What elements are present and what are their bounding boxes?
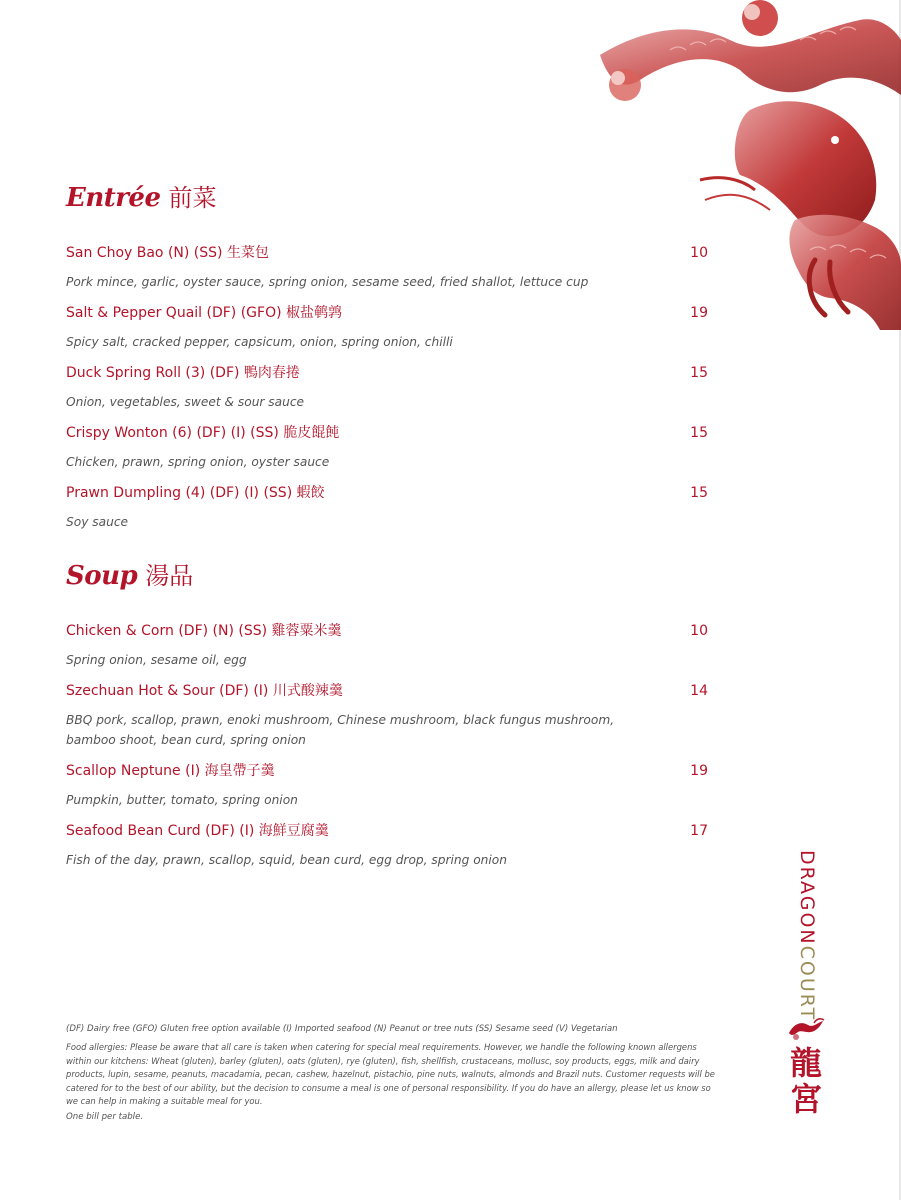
dish-description: Spring onion, sesame oil, egg xyxy=(66,653,247,667)
logo-char-dragon: 龍 xyxy=(789,1044,822,1082)
dish-description: Onion, vegetables, sweet & sour sauce xyxy=(66,395,305,409)
dish-price: 19 xyxy=(690,305,708,321)
dish-description: Fish of the day, prawn, scallop, squid, bean curd, egg drop, spring onion xyxy=(66,853,507,867)
dish-price: 19 xyxy=(690,763,708,779)
dish-name: San Choy Bao (N) (SS) 生菜包 xyxy=(66,245,269,261)
dish-name: Scallop Neptune (I) 海皇帶子羹 xyxy=(66,763,275,779)
soup-title-script: Soup xyxy=(66,561,138,591)
menu-item xyxy=(66,362,708,412)
bill-note: One bill per table. xyxy=(66,1111,144,1122)
dish-price: 14 xyxy=(690,683,708,699)
dish-name: Salt & Pepper Quail (DF) (GFO) 椒盐鹌鹑 xyxy=(66,305,343,321)
dish-name: Chicken & Corn (DF) (N) (SS) 雞蓉粟米羹 xyxy=(66,623,342,639)
dish-name: Szechuan Hot & Sour (DF) (I) 川式酸辣羹 xyxy=(66,683,343,699)
menu-item xyxy=(66,422,708,472)
menu-item xyxy=(66,760,708,810)
menu-item xyxy=(66,482,708,532)
dish-description: Chicken, prawn, spring onion, oyster sauce xyxy=(66,455,330,469)
dish-description: Spicy salt, cracked pepper, capsicum, onion, spring onion, chilli xyxy=(66,335,453,349)
brand-word-dragon: DRAGON xyxy=(796,850,818,946)
menu-item xyxy=(66,620,708,670)
dish-price: 15 xyxy=(690,425,708,441)
dish-name: Crispy Wonton (6) (DF) (I) (SS) 脆皮餛飩 xyxy=(66,425,340,441)
dish-price: 17 xyxy=(690,823,708,839)
dish-description: Pumpkin, butter, tomato, spring onion xyxy=(66,793,298,807)
dish-description: BBQ pork, scallop, prawn, enoki mushroom, Chinese mushroom, black fungus mushroom, bamboo shoot, bean curd, spring onion xyxy=(66,713,615,747)
menu-item xyxy=(66,242,708,292)
brand-word-court: COURT xyxy=(796,945,818,1022)
entree-heading xyxy=(66,178,217,213)
allergy-notice: Food allergies: Please be aware that all care is taken when catering for special meal requirements. However, we handle the following known allergens within our kitchens: Wheat (gluten), barley (gluten), oats (gluten), rye (gluten), fish, shellfish, crustaceans, mollusc, soy products, eggs, milk and dairy products, lupin, sesame, peanuts, macadamia, pecan, cashew, hazelnut, pistachio, pine nuts, walnuts, almonds and Brazil nuts. Customer requests will be catered for to the best of our ability, but the decision to consume a meal is one of personal responsibility. If you do have an allergy, please let us know so we can help in making a suitable meal for you. xyxy=(66,1042,715,1106)
menu-item xyxy=(66,820,708,870)
logo-char-palace: 宮 xyxy=(789,1080,822,1118)
dish-description: Soy sauce xyxy=(66,515,129,529)
dish-price: 10 xyxy=(690,623,708,639)
brand-wordmark xyxy=(790,850,820,1022)
dragon-logo-icon xyxy=(786,1015,826,1045)
dish-name: Seafood Bean Curd (DF) (I) 海鮮豆腐羹 xyxy=(66,823,329,839)
menu-item xyxy=(66,680,708,750)
brand-logo xyxy=(783,1015,829,1135)
dish-price: 15 xyxy=(690,485,708,501)
dish-description: Pork mince, garlic, oyster sauce, spring onion, sesame seed, fried shallot, lettuce cup xyxy=(66,275,589,289)
menu-item xyxy=(66,302,708,352)
footer-notes xyxy=(66,1024,716,1122)
dietary-key: (DF) Dairy free (GFO) Gluten free option available (I) Imported seafood (N) Peanut or tree nuts (SS) Sesame seed (V) Vegetarian xyxy=(66,1024,618,1034)
dish-name: Prawn Dumpling (4) (DF) (I) (SS) 蝦餃 xyxy=(66,485,325,501)
soup-title-cjk: 湯品 xyxy=(145,562,194,590)
dish-price: 15 xyxy=(690,365,708,381)
dish-price: 10 xyxy=(690,245,708,261)
dish-name: Duck Spring Roll (3) (DF) 鴨肉春捲 xyxy=(66,365,300,381)
entree-title-script: Entrée xyxy=(66,183,161,213)
entree-title-cjk: 前菜 xyxy=(168,184,217,212)
soup-heading xyxy=(66,556,193,591)
